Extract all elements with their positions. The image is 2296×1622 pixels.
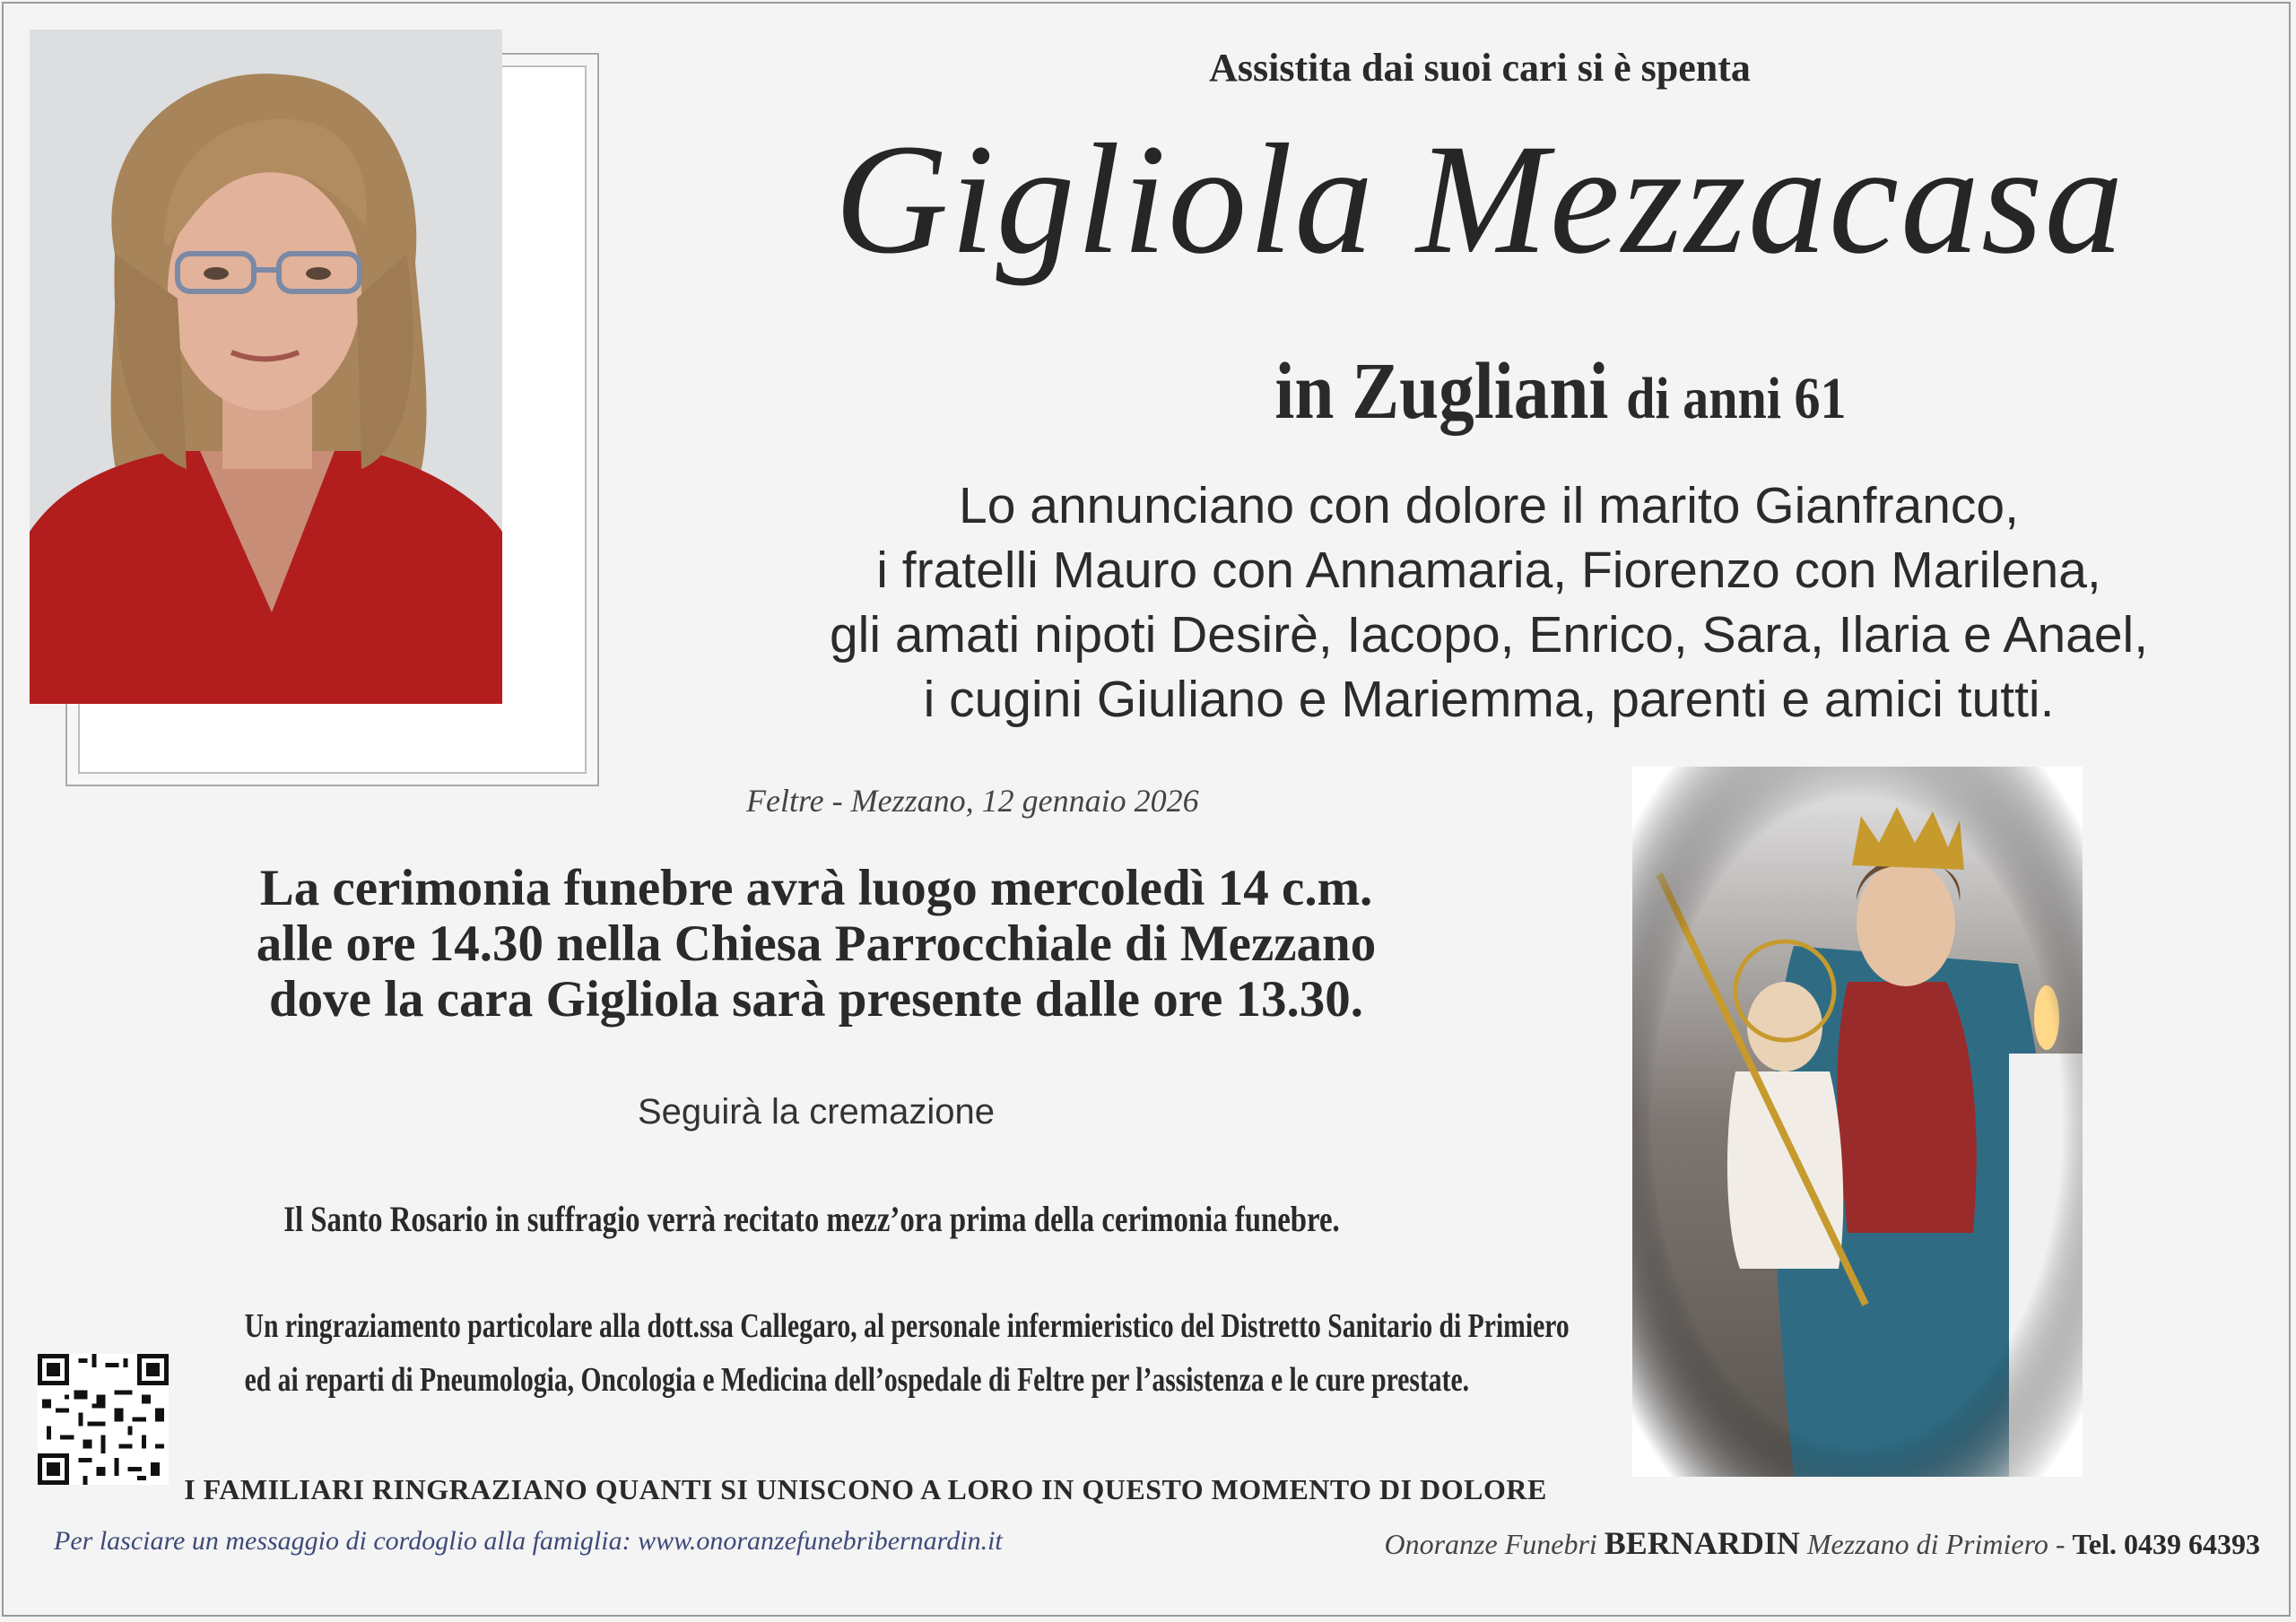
funeral-home-phone: Tel. 0439 64393 bbox=[2072, 1528, 2260, 1560]
family-announcement bbox=[700, 473, 2278, 732]
age: di anni 61 bbox=[1626, 366, 1847, 431]
family-line: i fratelli Mauro con Annamaria, Fiorenzo con Marilena, bbox=[876, 542, 2101, 599]
madonna-statue-photo bbox=[1632, 767, 2083, 1477]
rosary-note: Il Santo Rosario in suffragio verrà recitato mezz’ora prima della cerimonia funebre. bbox=[283, 1199, 1340, 1239]
funeral-home-brand: BERNARDIN bbox=[1604, 1525, 1800, 1561]
family-line: gli amati nipoti Desirè, Iacopo, Enrico, Sara, Ilaria e Anael, bbox=[829, 606, 2149, 664]
ceremony-details bbox=[224, 861, 1408, 1028]
ceremony-line: alle ore 14.30 nella Chiesa Parrocchiale di Mezzano bbox=[256, 915, 1377, 972]
funeral-home-place: Mezzano di Primiero - bbox=[1806, 1528, 2066, 1560]
funeral-home-prefix: Onoranze Funebri bbox=[1384, 1528, 1597, 1560]
portrait-photo bbox=[30, 30, 502, 704]
condolence-link[interactable]: Per lasciare un messaggio di cordoglio alla famiglia: www.onoranzefunebribernardin.it bbox=[54, 1526, 1003, 1556]
thanks-line: ed ai reparti di Pneumologia, Oncologia e Medicina dell’ospedale di Feltre per l’assistenza e le cure prestate. bbox=[244, 1361, 1470, 1399]
funeral-home-footer bbox=[1184, 1524, 2260, 1562]
ceremony-line: dove la cara Gigliola sarà presente dalle ore 13.30. bbox=[268, 971, 1364, 1028]
family-line: i cugini Giuliano e Mariemma, parenti e amici tutti. bbox=[923, 671, 2055, 728]
thanks-line: Un ringraziamento particolare alla dott.ssa Callegaro, al personale infermieristico del Distretto Sanitario di Primiero bbox=[244, 1307, 1570, 1345]
deceased-name: Gigliola Mezzacasa bbox=[834, 112, 2126, 287]
place-date: Feltre - Mezzano, 12 gennaio 2026 bbox=[746, 783, 1199, 819]
married-name-line bbox=[1008, 345, 2113, 438]
cremation-note: Seguirà la cremazione bbox=[638, 1092, 995, 1132]
married-name: in Zugliani bbox=[1274, 347, 1609, 436]
family-gratitude: I FAMILIARI RINGRAZIANO QUANTI SI UNISCONO A LORO IN QUESTO MOMENTO DI DOLORE bbox=[184, 1473, 1547, 1505]
intro-text: Assistita dai suoi cari si è spenta bbox=[1209, 46, 1751, 90]
ceremony-line: La cerimonia funebre avrà luogo mercoledì 14 c.m. bbox=[259, 860, 1373, 916]
acknowledgements bbox=[244, 1299, 1570, 1407]
qr-code[interactable] bbox=[38, 1354, 169, 1485]
family-line: Lo annunciano con dolore il marito Gianfranco, bbox=[959, 477, 2019, 534]
